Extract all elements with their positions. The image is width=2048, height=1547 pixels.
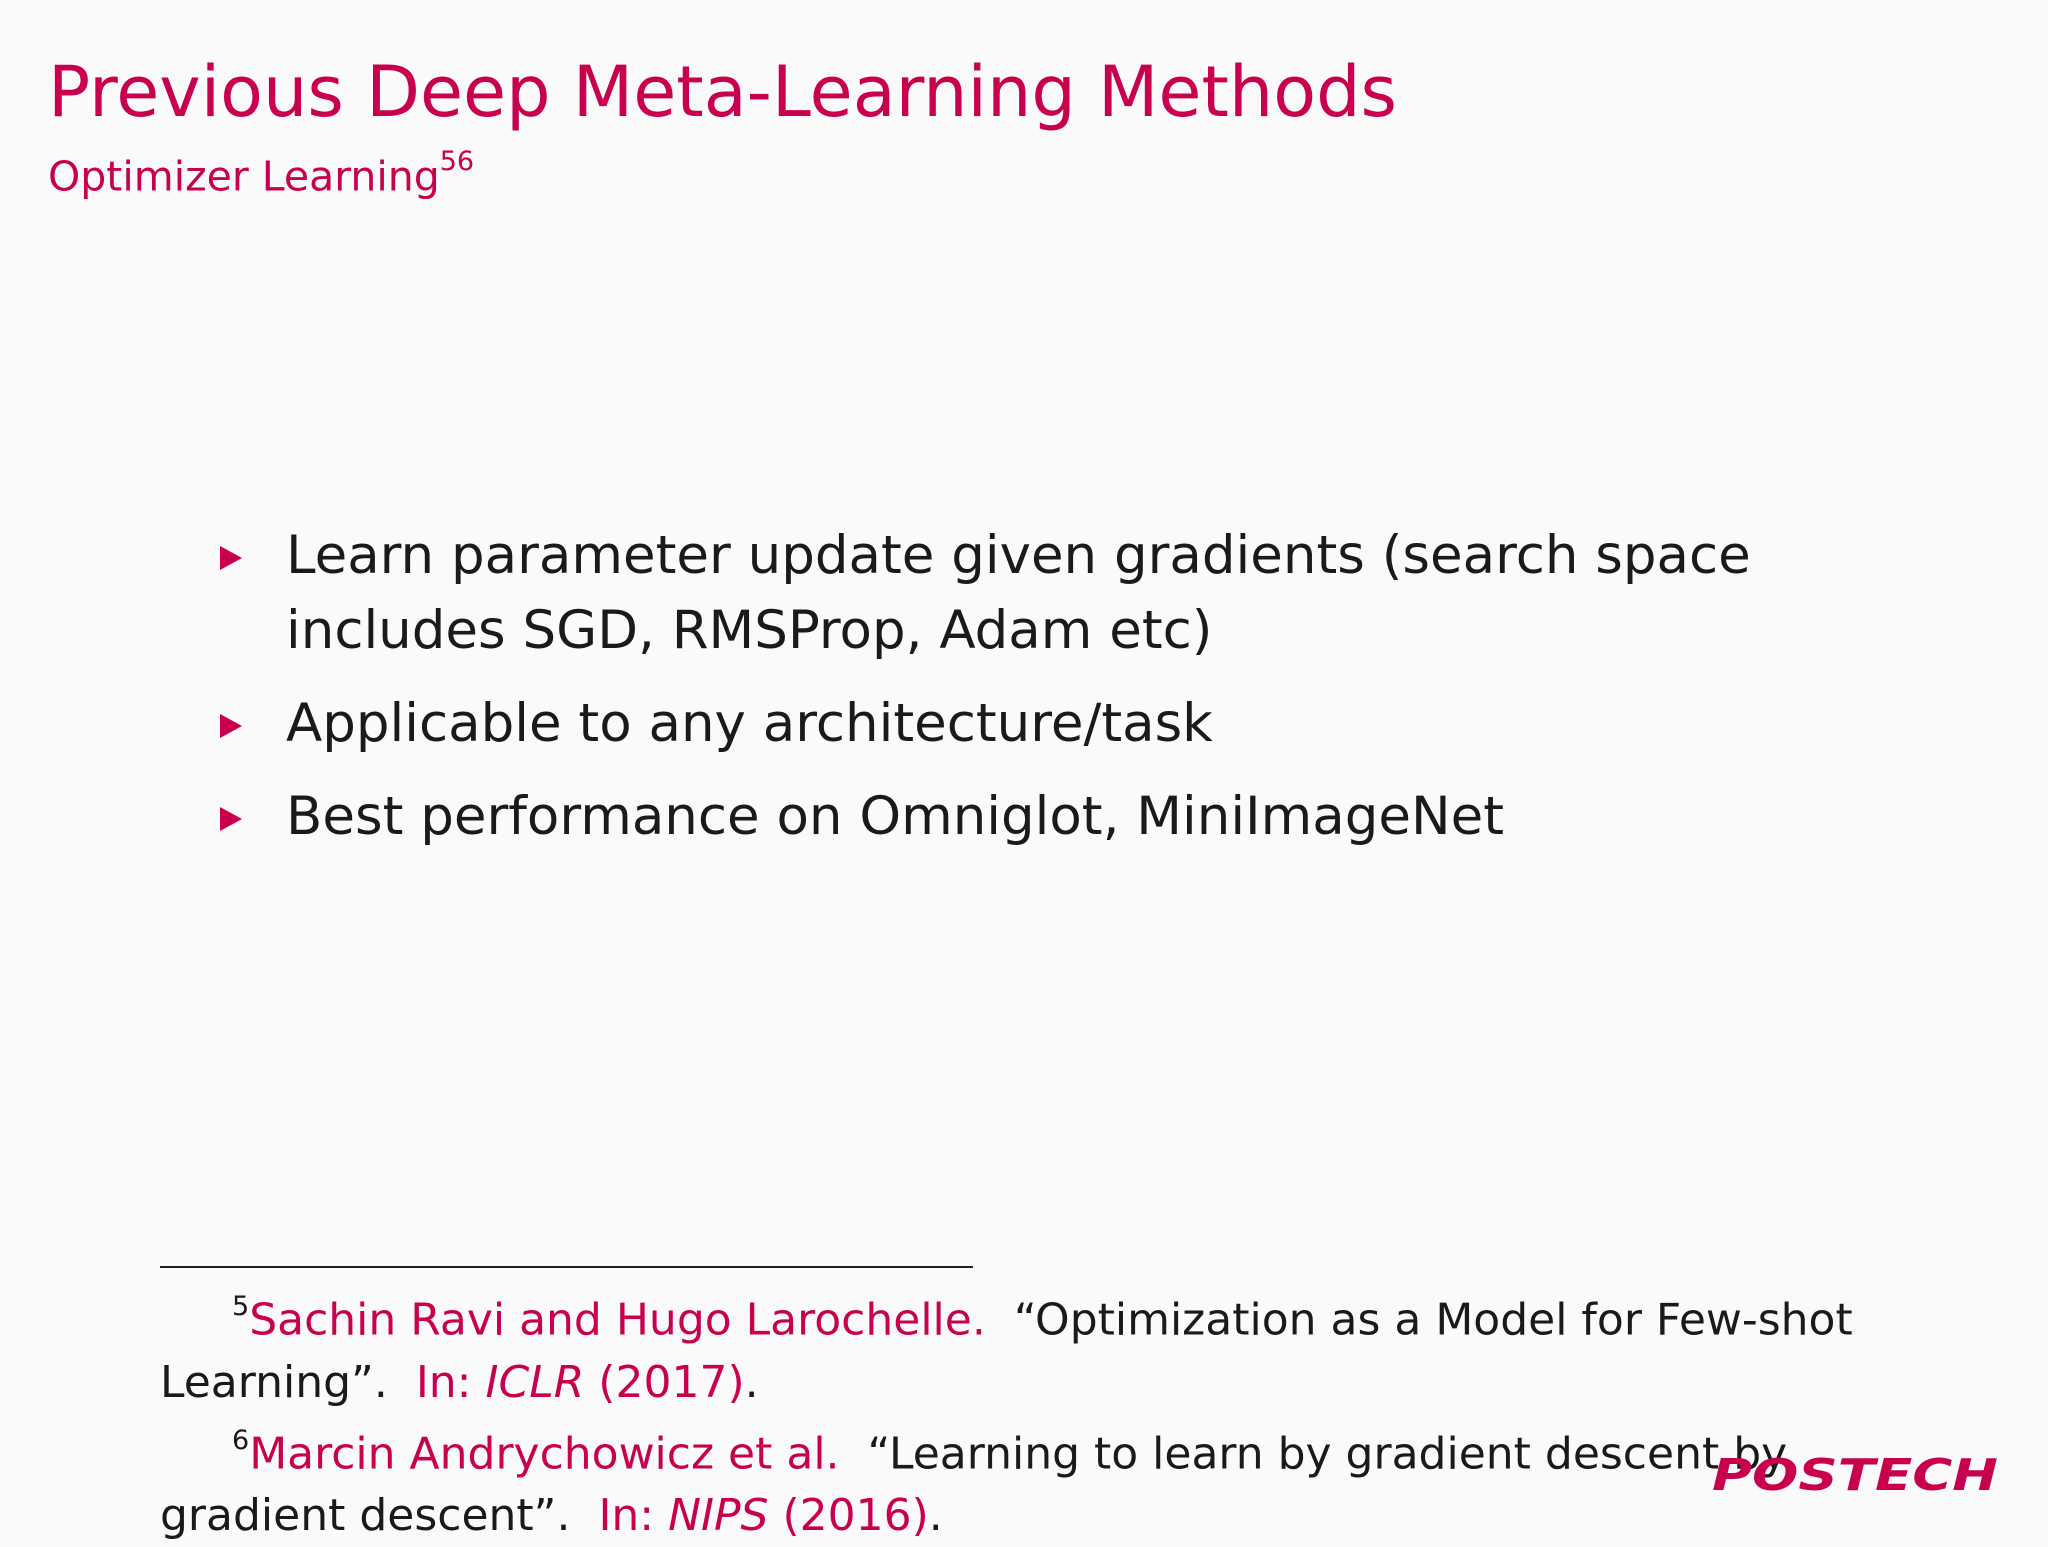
logo-text: POSTECH (1712, 1452, 1998, 1496)
triangle-bullet-icon (220, 546, 242, 570)
footnote-year: (2017) (598, 1356, 745, 1408)
bullet-item (220, 779, 1920, 854)
bullet-text: Learn parameter update given gradients (search space includes SGD, RMSProp, Adam etc) (286, 525, 1751, 661)
slide-title: Previous Deep Meta-Learning Methods (48, 51, 1398, 133)
footnote-5 (160, 1280, 1900, 1414)
bullet-text: Best performance on Omniglot, MiniImageNet (286, 786, 1505, 847)
triangle-bullet-icon (220, 714, 242, 738)
postech-logo (1712, 1452, 2002, 1496)
footnote-in-label: In: (598, 1490, 655, 1542)
footnote-number: 6 (232, 1424, 250, 1456)
bullet-item (220, 686, 1920, 761)
footnote-title: “Optimization as a Model for Few-shot Learning”. (160, 1294, 1853, 1408)
bullet-text: Applicable to any architecture/task (286, 693, 1213, 754)
bullet-list (220, 518, 1920, 872)
footnote-authors: Marcin Andrychowicz et al. (249, 1428, 840, 1480)
footnotes (160, 1280, 1900, 1547)
footnote-period: . (744, 1356, 759, 1408)
triangle-bullet-icon (220, 807, 242, 831)
footnote-year: (2016) (782, 1490, 929, 1542)
slide-subtitle (48, 146, 475, 201)
footnote-6 (160, 1414, 1900, 1547)
footnote-venue: ICLR (485, 1356, 585, 1408)
bullet-item (220, 518, 1920, 668)
footnote-in-label: In: (415, 1356, 472, 1408)
footnote-period: . (928, 1490, 943, 1542)
footnote-divider (160, 1266, 973, 1268)
footnote-authors: Sachin Ravi and Hugo Larochelle. (249, 1294, 986, 1346)
subtitle-text: Optimizer Learning (48, 152, 440, 201)
footnote-number: 5 (232, 1291, 250, 1322)
footnote-title: “Learning to learn by gradient descent by gradient descent”. (160, 1428, 1788, 1542)
footnote-venue: NIPS (668, 1490, 769, 1542)
subtitle-footnote-refs: 56 (439, 146, 475, 177)
